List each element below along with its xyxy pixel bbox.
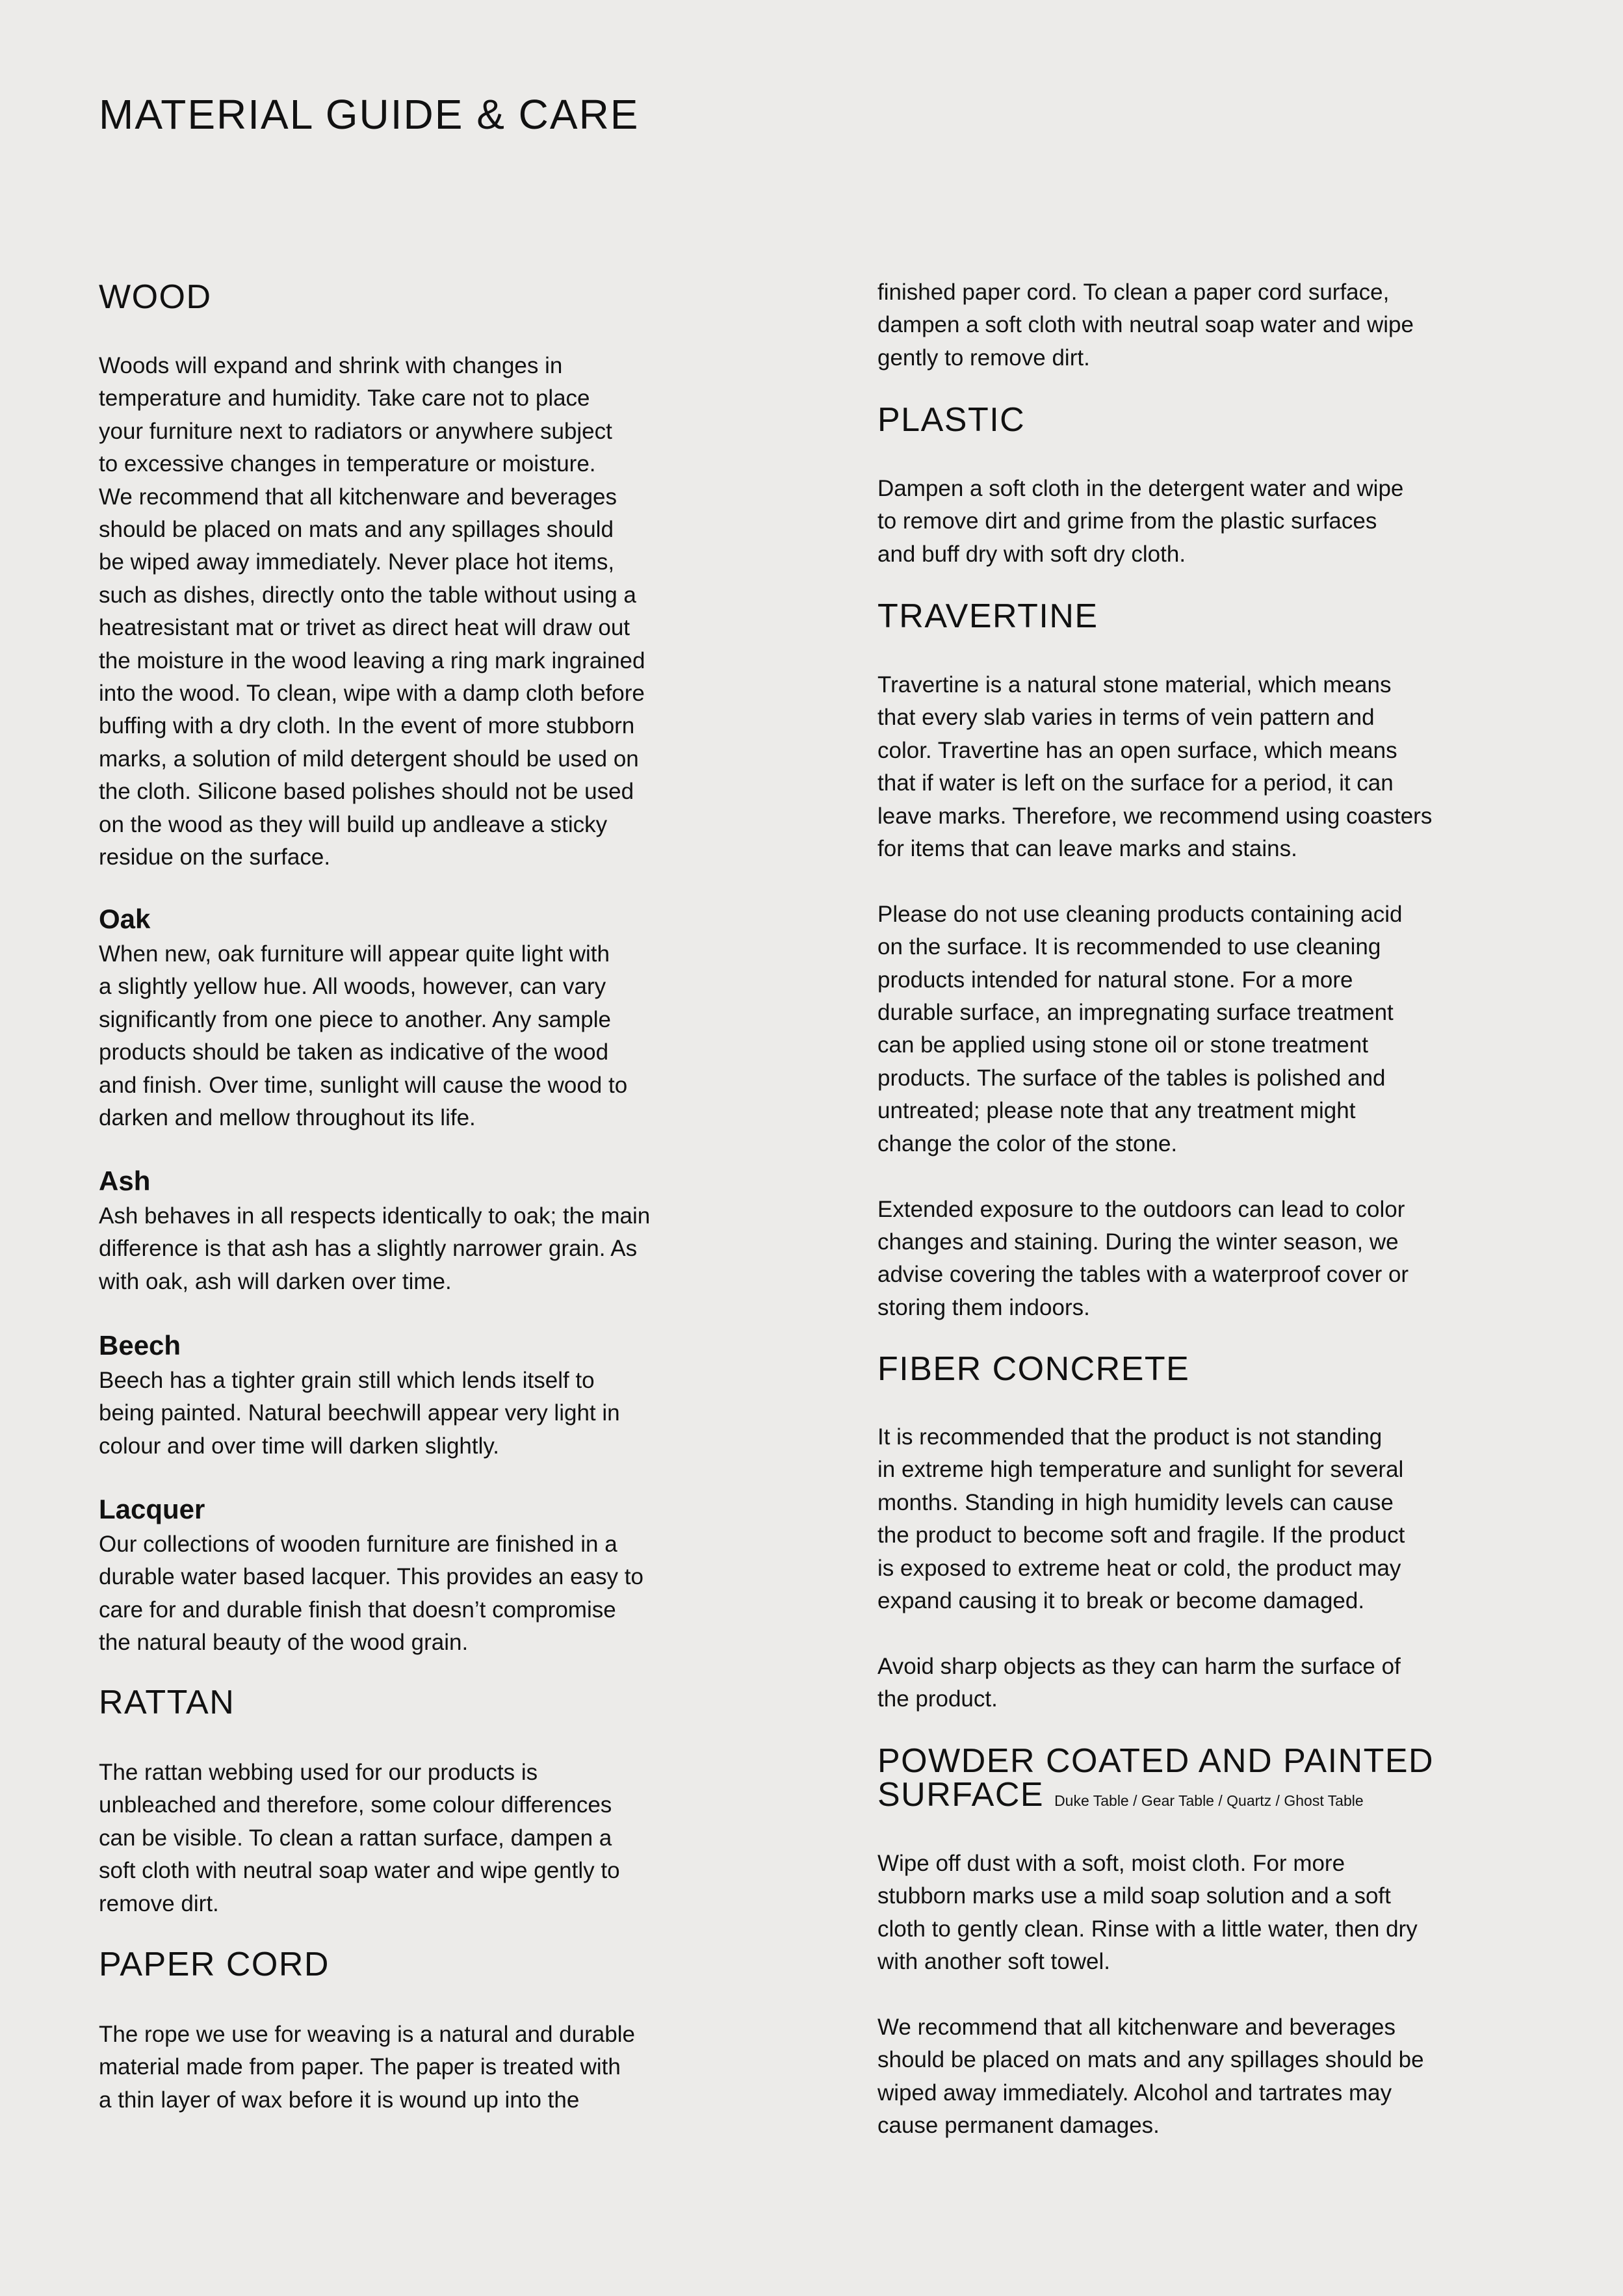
oak-heading: Oak [99,904,151,934]
wood-heading: WOOD [99,278,212,316]
wood-body: Woods will expand and shrink with changes in temperature and humidity. Take care not to place your furniture next to radiators or anywhere subject to excessive changes in temperature or moisture. We recommend that all kitchenware and beverages should be placed on mats and any spillages should be wiped away immediately. Never place hot items, such as dishes, directly onto the table without using a heatresistant mat or trivet as direct heat will draw out the moisture in the wood leaving a ring mark ingrained into the wood. To clean, wipe with a damp cloth before buffing with a dry cloth. In the event of more stubborn marks, a solution of mild detergent should be used on the cloth. Silicone based polishes should not be used on the wood as they will build up andleave a sticky residue on the surface. [99,353,645,870]
ash-heading: Ash [99,1166,151,1196]
powder-coated-body: Wipe off dust with a soft, moist cloth. For more stubborn marks use a mild soap solution and a soft cloth to gently clean. Rinse with a little water, then dry with another soft towel. We recommend that all kitchenware and beverages should be placed on mats and any spillages should be wiped away immediately. Alcohol and tartrates may cause permanent damages. [877,1851,1424,2139]
plastic-heading: PLASTIC [877,401,1026,439]
rattan-heading: RATTAN [99,1684,235,1721]
powder-coated-heading-line2: SURFACE [877,1776,1045,1814]
plastic-body: Dampen a soft cloth in the detergent water and wipe to remove dirt and grime from the plastic surfaces and buff dry with soft dry cloth. [877,476,1404,567]
powder-coated-heading-line1: POWDER COATED AND PAINTED [877,1742,1435,1780]
paper-cord-body: The rope we use for weaving is a natural and durable material made from paper. The paper is treated with a thin layer of wax before it is wound up into the [99,2022,635,2113]
powder-coated-heading [877,1743,1434,1819]
travertine-heading: TRAVERTINE [877,597,1098,635]
oak-body: When new, oak furniture will appear quite light with a slightly yellow hue. All woods, however, can vary significantly from one piece to another. Any sample products should be taken as indicative of the wood and finish. Over time, sunlight will cause the wood to darken and mellow throughout its life. [99,941,628,1131]
page-title: MATERIAL GUIDE & CARE [99,91,640,138]
beech-heading: Beech [99,1330,181,1361]
paper-cord-body-continued: finished paper cord. To clean a paper cord surface, dampen a soft cloth with neutral soap water and wipe gently to remove dirt. [877,280,1414,371]
rattan-body: The rattan webbing used for our products is unbleached and therefore, some colour differences can be visible. To clean a rattan surface, dampen a soft cloth with neutral soap water and wipe gently to remove dirt. [99,1760,620,1916]
fiber-concrete-body: It is recommended that the product is not standing in extreme high temperature and sunlight for several months. Standing in high humidity levels can cause the product to become soft and fragile. If the product is exposed to extreme heat or cold, the product may expand causing it to break or become damaged. Avoid sharp objects as they can harm the surface of the product. [877,1424,1405,1712]
paper-cord-heading: PAPER CORD [99,1946,330,1983]
lacquer-body: Our collections of wooden furniture are finished in a durable water based lacquer. This provides an easy to care for and durable finish that doesn’t compromise the natural beauty of the wood grain. [99,1532,643,1656]
travertine-body: Travertine is a natural stone material, which means that every slab varies in terms of vein pattern and color. Travertine has an open surface, which means that if water is left on the surface for a period, it can leave marks. Therefore, we recommend using coasters for items that can leave marks and stains. Please do not use cleaning products containing acid on the surface. It is recommended to use cleaning products intended for natural stone. For a more durable surface, an impregnating surface treatment can be applied using stone oil or stone treatment products. The surface of the tables is polished and untreated; please note that any treatment might change the color of the stone. Extended exposure to the outdoors can lead to color changes and staining. During the winter season, we advise covering the tables with a waterproof cover or storing them indoors. [877,672,1433,1320]
ash-body: Ash behaves in all respects identically to oak; the main difference is that ash has a slightly narrower grain. As with oak, ash will darken over time. [99,1203,651,1294]
beech-body: Beech has a tighter grain still which lends itself to being painted. Natural beechwill appear very light in colour and over time will darken slightly. [99,1368,620,1459]
fiber-concrete-heading: FIBER CONCRETE [877,1350,1190,1388]
applies-to-products: Duke Table / Gear Table / Quartz / Ghost Table [1054,1792,1364,1809]
lacquer-heading: Lacquer [99,1494,205,1524]
